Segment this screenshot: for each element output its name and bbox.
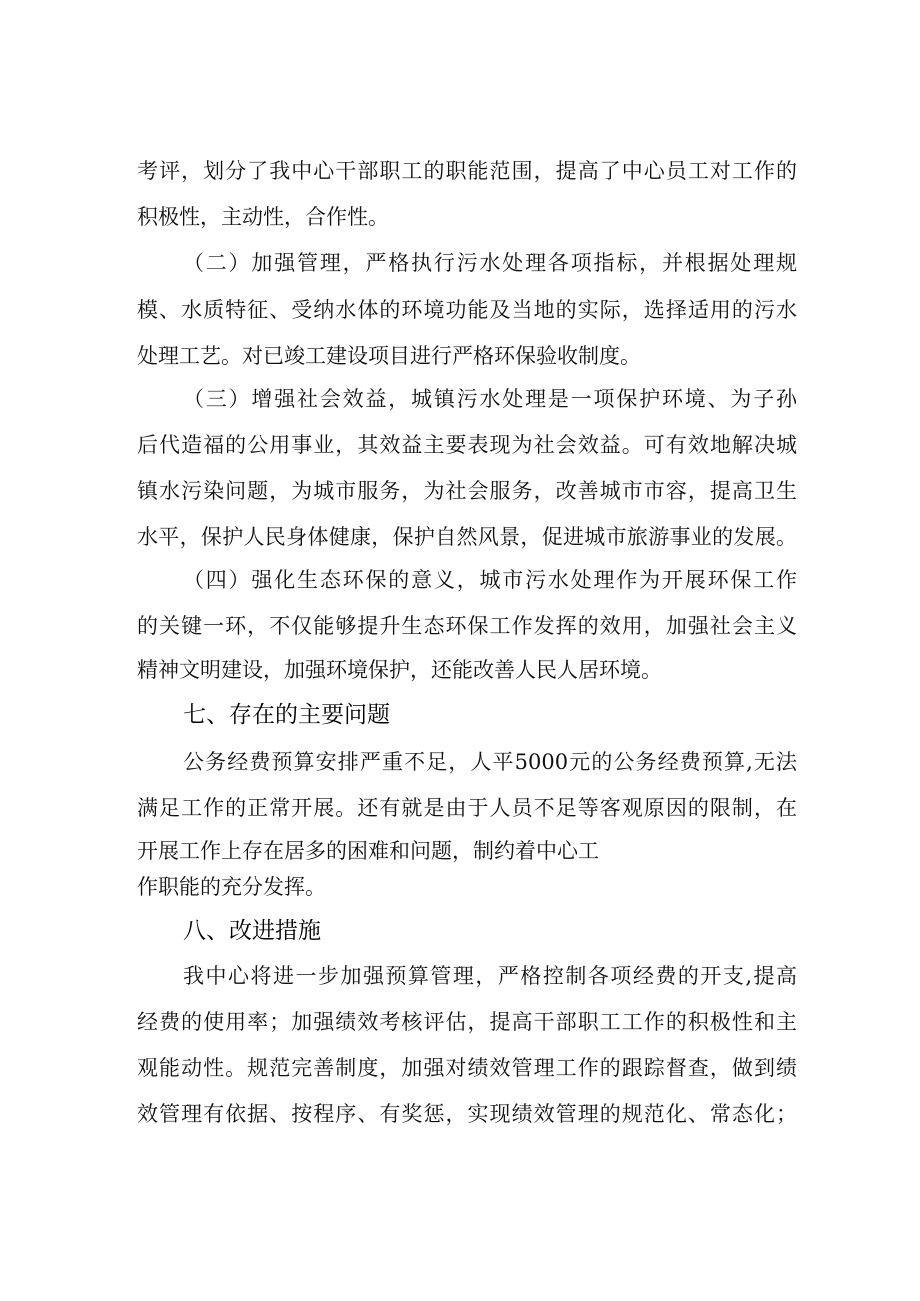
paragraph-line: 的关键一环，不仅能够提升生态环保工作发挥的效用，加强社会主义 bbox=[137, 614, 797, 638]
paragraph-line: 经费的使用率；加强绩效考核评估，提高干部职工工作的积极性和主 bbox=[137, 1010, 797, 1034]
paragraph-line: 积极性，主动性，合作性。 bbox=[137, 205, 389, 229]
paragraph-line: 处理工艺。对已竣工建设项目进行严格环保验收制度。 bbox=[137, 344, 641, 368]
paragraph-line: 后代造福的公用事业，其效益主要表现为社会效益。可有效地解决城 bbox=[137, 433, 797, 457]
paragraph-line: 作职能的充分发挥。 bbox=[137, 875, 326, 899]
paragraph-line: 满足工作的正常开展。还有就是由于人员不足等客观原因的限制，在 bbox=[137, 796, 797, 820]
paragraph-line: 考评，划分了我中心干部职工的职能范围，提高了中心员工对工作的 bbox=[137, 159, 797, 183]
paragraph-line: （二）加强管理，严格执行污水处理各项指标，并根据处理规 bbox=[183, 251, 797, 275]
paragraph-line: 精神文明建设，加强环境保护，还能改善人民人居环境。 bbox=[137, 658, 662, 682]
paragraph-line: 我中心将进一步加强预算管理，严格控制各项经费的开支,提高 bbox=[183, 964, 797, 988]
paragraph-line: 公务经费预算安排严重不足，人平5000元的公务经费预算,无法 bbox=[183, 750, 797, 774]
section-heading: 八、改进措施 bbox=[183, 918, 321, 944]
paragraph-line: 开展工作上存在居多的困难和问题，制约着中心工 bbox=[137, 839, 599, 863]
paragraph-line: （三）增强社会效益，城镇污水处理是一项保护环境、为子孙 bbox=[183, 387, 797, 411]
paragraph-line: （四）强化生态环保的意义，城市污水处理作为开展环保工作 bbox=[183, 568, 797, 592]
paragraph-line: 效管理有依据、按程序、有奖惩，实现绩效管理的规范化、常态化； bbox=[137, 1102, 797, 1126]
paragraph-line: 镇水污染问题，为城市服务，为社会服务，改善城市市容，提高卫生 bbox=[137, 479, 797, 503]
paragraph-line: 模、水质特征、受纳水体的环境功能及当地的实际，选择适用的污水 bbox=[137, 298, 797, 322]
paragraph-line: 观能动性。规范完善制度，加强对绩效管理工作的跟踪督查，做到绩 bbox=[137, 1056, 797, 1080]
paragraph-line: 水平，保护人民身体健康，保护自然风景，促进城市旅游事业的发展。 bbox=[137, 525, 797, 549]
section-heading: 七、存在的主要问题 bbox=[183, 702, 390, 728]
